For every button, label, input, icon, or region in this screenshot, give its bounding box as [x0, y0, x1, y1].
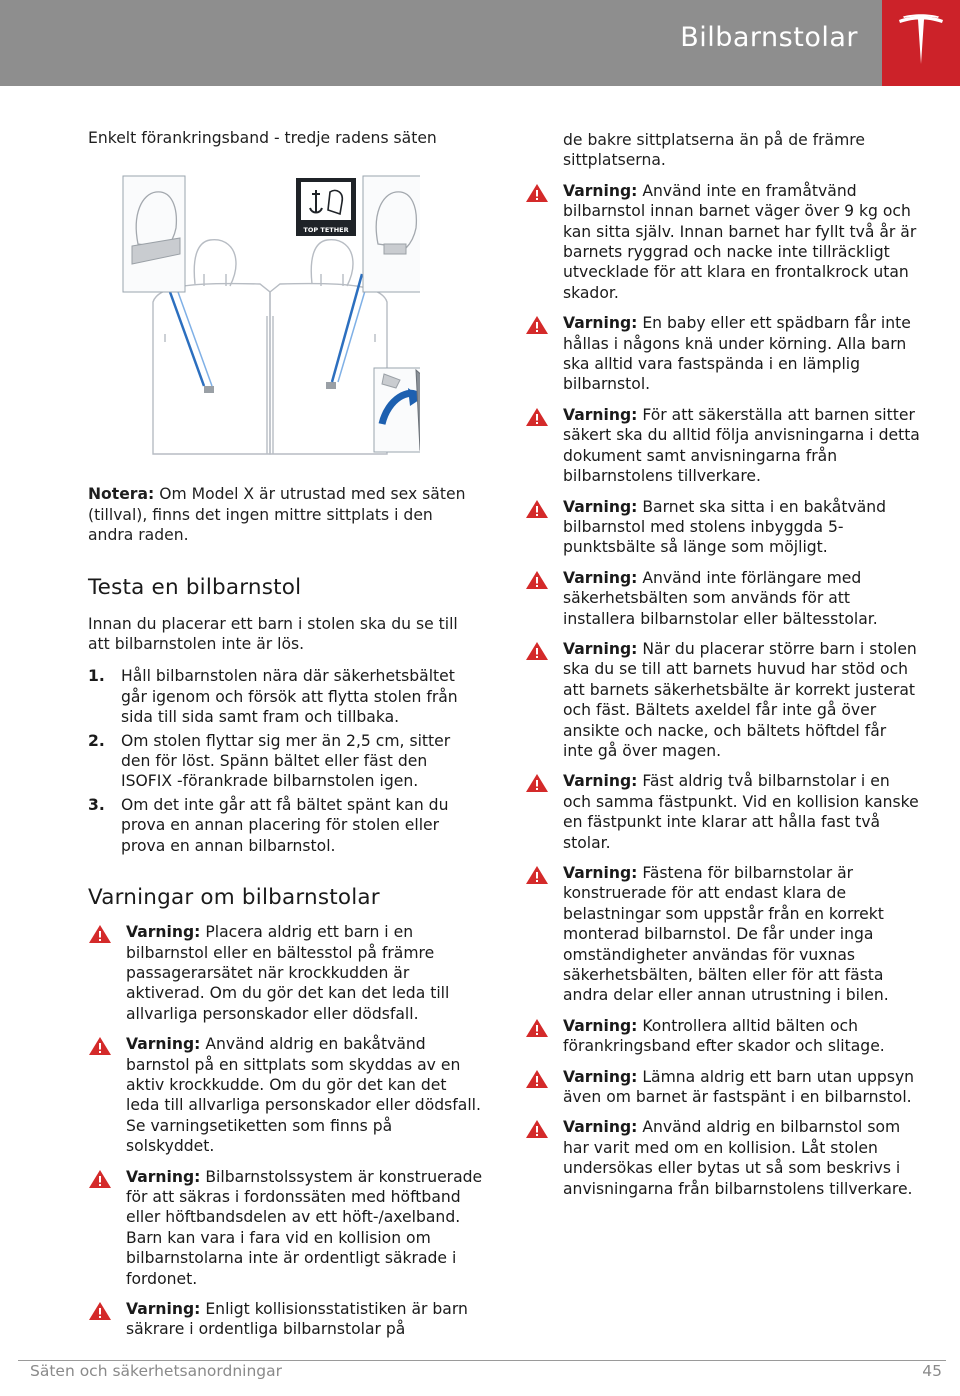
warning-label: Varning: [563, 1016, 638, 1035]
warning-text: Använd inte förlängare med säkerhetsbälten som används för att installera bilbarnstolar eller bältesstolar. [563, 568, 878, 628]
warning-triangle-icon [88, 1034, 126, 1156]
warning-label: Varning: [126, 923, 201, 942]
warning-triangle-icon [525, 863, 563, 1006]
warning-text: Placera aldrig ett barn i en bilbarnstol eller en bältesstol på främre passagerarsätet när krockkudden är aktiverad. Om du gör det kan det leda till allvarliga personskador eller dödsfall. [126, 923, 450, 1023]
warning-label: Varning: [126, 1035, 201, 1054]
warning-triangle-icon [525, 497, 563, 558]
warning-label: Varning: [563, 639, 638, 658]
tesla-logo-icon [897, 14, 945, 70]
note-text: Om Model X är utrustad med sex säten (tillval), finns det ingen mittre sittplats i den andra raden. [88, 485, 466, 545]
figure-caption: Enkelt förankringsband - tredje radens säten [88, 129, 437, 147]
left-column [88, 128, 483, 1350]
test-steps-list [88, 666, 483, 856]
warnings-list-left [88, 922, 483, 1340]
warning-text: Barnet ska sitta i en bakåtvänd bilbarnstol med stolens inbyggda 5-punktsbälte så länge som möjligt. [563, 497, 887, 557]
warning-text: En baby eller ett spädbarn får inte hållas i någons knä under körning. Alla barn ska alltid vara fastspända i en lämplig bilbarnstol. [563, 314, 911, 394]
warning-label: Varning: [563, 1118, 638, 1137]
warning-text: Fäst aldrig två bilbarnstolar i en och samma fästpunkt. Vid en kollision kanske en fästpunkt inte klarar att hålla fast två stolar. [563, 772, 919, 852]
warning-item [525, 639, 920, 761]
warning-text: När du placerar större barn i stolen ska du se till att barnets huvud har stöd och att barnets säkerhetsbälte är korrekt justerat och fäst. Bältets axeldel får inte gå över ansikte och nacke, och bältets höftdel får inte gå över magen. [563, 639, 917, 760]
warning-item [88, 1034, 483, 1156]
warning-triangle-icon [88, 1167, 126, 1289]
continuation-text: de bakre sittplatserna än på de främre sittplatserna. [563, 131, 865, 170]
warning-label: Varning: [563, 181, 638, 200]
warning-text: Bilbarnstolssystem är konstruerade för att säkras i fordonssäten med höftband eller höftbandsdelen av ett höft-/axelband. Barn kan vara i fara vid en kollision om bilbarnstolarna inte är ordentligt säkrade i fordonet. [126, 1167, 483, 1288]
step-number: 1. [88, 667, 105, 686]
note-paragraph [88, 484, 483, 545]
note-label: Notera: [88, 485, 155, 504]
warning-triangle-icon [88, 1299, 126, 1340]
step-text: Om stolen flyttar sig mer än 2,5 cm, sitter den för löst. Spänn bältet eller fäst den ISOFIX -förankrade bilbarnstolen igen. [121, 731, 451, 791]
warning-item [525, 1117, 920, 1199]
warning-text: Använd aldrig en bakåtvänd barnstol på en sittplats som skyddas av en aktiv krockkudde. Om du gör det kan det leda till allvarliga personskador eller dödsfall. Se varningsetiketten som finns på solskyddet. [126, 1035, 481, 1156]
warning-item [525, 863, 920, 1006]
warning-label: Varning: [563, 497, 638, 516]
warning-triangle-icon [88, 922, 126, 1024]
rear-seats-diagram [120, 174, 420, 458]
test-intro: Innan du placerar ett barn i stolen ska du se till att bilbarnstolen inte är lös. [88, 614, 458, 654]
brand-logo [882, 0, 960, 86]
anchor-left [204, 386, 214, 393]
heading-test-child-seat: Testa en bilbarnstol [88, 574, 302, 600]
warning-text: Använd aldrig en bilbarnstol som har varit med om en kollision. Låt stolen undersökas eller bytas ut så som beskrivs i anvisningarna från bilbarnstolens tillverkare. [563, 1118, 913, 1198]
warning-triangle-icon [525, 771, 563, 853]
step-number: 2. [88, 731, 105, 750]
footer-section-name: Säten och säkerhetsanordningar [30, 1362, 283, 1380]
warning-triangle-icon [525, 1016, 563, 1057]
footer-divider [18, 1360, 946, 1361]
page-header [0, 0, 960, 86]
warning-item [525, 771, 920, 853]
warning-text: Lämna aldrig ett barn utan uppsyn även om barnet är fastspänt i en bilbarnstol. [563, 1067, 915, 1107]
step-number: 3. [88, 795, 105, 814]
warning-label: Varning: [126, 1167, 201, 1186]
warning-label: Varning: [563, 314, 638, 333]
warning-text: Kontrollera alltid bälten och förankringsband efter skador och slitage. [563, 1016, 885, 1056]
warning-label: Varning: [563, 864, 638, 882]
step-item [88, 731, 483, 792]
warning-item [525, 1016, 920, 1057]
step-text: Håll bilbarnstolen nära där säkerhetsbältet går igenom och försök att flytta stolen från sida till sida samt fram och tillbaka. [121, 667, 458, 727]
top-tether-label: TOP TETHER [303, 226, 349, 235]
warning-triangle-icon [525, 1067, 563, 1108]
warning-label: Varning: [563, 1067, 638, 1086]
warning-item [88, 1299, 483, 1340]
warning-text: Använd inte en framåtvänd bilbarnstol innan barnet väger över 9 kg och kan sitta själv. Innan barnet har fyllt två år är barnets ryggrad och nacke inte tillräckligt utvecklade för att klara en frontalkrock utan skador. [563, 181, 917, 302]
page-title: Bilbarnstolar [680, 22, 858, 53]
warning-text: För att säkerställa att barnen sitter säkert ska du alltid följa anvisningarna i detta dokument samt anvisningarna från bilbarnstolens tillverkare. [563, 405, 920, 486]
warning-item [88, 922, 483, 1024]
warning-item [525, 313, 920, 395]
step-text: Om det inte går att få bältet spänt kan du prova en annan placering för stolen eller prova en annan bilbarnstol. [121, 795, 449, 855]
right-column [525, 130, 920, 1209]
warning-text: Fästena för bilbarnstolar är konstruerade för att endast klara de belastningar som uppstår från en korrekt monterad bilbarnstol. De får under inga omständigheter användas för vuxnas säkerhetsbälten, bälten eller för att fästa andra delar eller annan utrustning i bilen. [563, 864, 889, 1005]
warning-triangle-icon [525, 181, 563, 303]
warning-item [525, 1067, 920, 1108]
warning-label: Varning: [563, 405, 638, 424]
heading-warnings: Varningar om bilbarnstolar [88, 885, 380, 911]
warning-triangle-icon [525, 1117, 563, 1199]
seat-illustration [120, 174, 420, 458]
step-item [88, 795, 483, 856]
footer-page-number: 45 [922, 1362, 942, 1380]
warning-label: Varning: [563, 772, 638, 791]
anchor-right [326, 382, 336, 389]
warning-label: Varning: [126, 1300, 201, 1318]
warning-text: Enligt kollisionsstatistiken är barn säkrare i ordentliga bilbarnstolar på [126, 1300, 468, 1339]
warning-triangle-icon [525, 313, 563, 395]
warning-triangle-icon [525, 639, 563, 761]
warning-triangle-icon [525, 405, 563, 487]
warning-item [525, 497, 920, 558]
warnings-list-right [525, 181, 920, 1199]
warning-item [88, 1167, 483, 1289]
warning-label: Varning: [563, 568, 638, 587]
warning-item [525, 568, 920, 629]
warning-item [525, 181, 920, 303]
step-item [88, 666, 483, 727]
warning-item [525, 405, 920, 487]
warning-triangle-icon [525, 568, 563, 629]
